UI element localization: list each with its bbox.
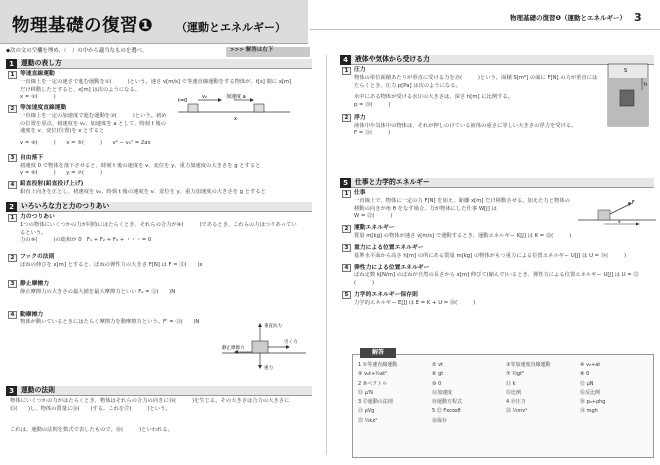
text-line: 鉛直上向きを正とし、初速度を v₀、時刻 t 後の速度を v、変位を y、重力加速度の大きさを g とすると — [20, 189, 266, 196]
work-diagram — [578, 196, 656, 226]
answer-item: ㉖保存 — [432, 417, 448, 424]
answer-item: ㉕ ½kx² — [358, 417, 378, 424]
section-title: 運動の法則 — [21, 385, 55, 394]
subsection-vertical-throw: 4 鉛直投射(鉛直投げ上げ) — [8, 180, 308, 189]
answer-item: ⑩ 0 — [432, 380, 442, 387]
text-line: 水中にある物体が受ける水圧の大きさは、深さ h[m] に比例する。 — [354, 94, 514, 101]
motion-accel-label: 加速度 a — [226, 94, 246, 100]
motion-velocity-label: v₀ — [202, 94, 207, 100]
answer-item: 5 ㉒ Fxcosθ — [432, 408, 461, 415]
force-label: F — [632, 200, 635, 206]
answer-item: ⑮比例 — [506, 389, 522, 396]
checkbox-icon: 3 — [8, 280, 17, 288]
checkbox-icon: 3 — [8, 154, 17, 162]
checkbox-icon: 1 — [8, 214, 17, 222]
section-2-body — [8, 213, 308, 327]
text-line: 一直線上を一定の速さで進む運動を①( )という。速さ v[m/s] で等速直線運動をする物体が、t[s] 間に x[m] だけ移動したとすると、x[m] は次のようになる。 — [20, 79, 292, 93]
normal-force-label: 垂直抗力 — [264, 324, 282, 329]
checkbox-icon: 5 — [342, 291, 351, 299]
subsection-pressure: 1 圧力 — [342, 66, 602, 75]
answer-item: ⑬ μ'N — [358, 389, 373, 396]
section-2-header — [6, 202, 312, 212]
section-number: 2 — [6, 202, 17, 212]
subsection-gravity-pe: 3 重力による位置エネルギー — [342, 244, 654, 253]
text-line: W = ㉒( ) — [354, 213, 393, 220]
section-title: 仕事と力学的エネルギー — [355, 177, 430, 186]
page-number: 3 — [634, 11, 642, 24]
section-title: 運動の表し方 — [21, 58, 62, 67]
section-3-body — [10, 398, 306, 435]
pull-force-label: 引く力 — [284, 340, 298, 345]
text-line: v = ④( ) x = ⑤( ) v² − v₀² = 2ax — [20, 140, 151, 147]
subsection-accel-motion: 2 等加速度直線運動 — [8, 104, 308, 113]
answer-item: ⑤ v₀t+½at² — [358, 371, 388, 378]
checkbox-icon: 2 — [8, 105, 17, 113]
text-line: p = ⑳( ) — [354, 102, 391, 109]
answer-item: ㉓ ½mv² — [506, 408, 528, 415]
answer-item: ㉑ ρVg — [358, 408, 375, 415]
section-number: 5 — [340, 178, 351, 188]
answer-item: ⑳ p₀+ρhg — [580, 399, 606, 405]
answer-item: ⑥ gt — [432, 371, 444, 378]
weight-label: 重力 — [264, 366, 273, 371]
text-line: 液体中や気体中の物体は、それが押しのけている液体の重さに等しい大きさの浮力を受ける。 — [354, 122, 577, 129]
text-line: 初速度 0 で物体を落下させると、時刻 t 後の速度を v、変位を y、重力加速度の大きさを g とすると — [20, 162, 261, 169]
checkbox-icon: 4 — [8, 311, 17, 319]
subsection-elastic-pe: 4 弾性力による位置エネルギー — [342, 263, 654, 272]
subsection-uniform-motion: 1 等速直線運動 — [8, 70, 308, 79]
answer-grid — [358, 362, 650, 425]
answer-item: ② vt — [432, 362, 443, 368]
subsection-kinetic-friction: 4 動摩擦力 — [8, 310, 308, 319]
text-line: 一直線上で、物体に一定の力 F[N] を加え、距離 x[m] だけ移動させる。加えた力と物体の移動の向きが角 θ をなす場合、力が物体にした仕事 W[J] は — [354, 198, 570, 212]
answer-item: 3 ⑰運動の法則 — [358, 399, 393, 405]
subsection-hooke: 2 フックの法則 — [8, 253, 308, 262]
checkbox-icon: 1 — [8, 71, 17, 79]
section-number: 3 — [6, 386, 17, 396]
answer-item: ⑫ μN — [580, 380, 594, 387]
text-line: 質量 m[kg] の物体が速さ v[m/s] で運動するとき、運動エネルギー K[J] は K = ㉓( ) — [354, 233, 572, 240]
answer-item: ㉔ mgh — [580, 408, 598, 415]
instructions: ◆次の文の空欄を埋め、（ ）の中から適当なものを選べ。 — [6, 48, 148, 54]
answer-item: 4 ⑲圧力 — [506, 399, 526, 405]
text-line: 一直線上を一定の加速度で進む運動を③( )という。初めの位置を原点、初速度を v₀、加速度を a として、時刻 t 後の速度を v、変位(位置)を x とすると — [20, 113, 167, 135]
section-3-header — [6, 386, 312, 396]
checkbox-icon: 4 — [8, 181, 17, 189]
liquid-pressure-diagram — [604, 60, 652, 130]
page-title: 物理基礎の復習❶ — [12, 16, 154, 36]
answer-label: 解答 — [360, 348, 396, 358]
area-label: S — [624, 68, 628, 74]
running-title: 物理基礎の復習❶（運動とエネルギー） — [510, 14, 627, 22]
answer-item: ⑦ ½gt² — [506, 371, 525, 378]
subsection-kinetic-energy: 2 運動エネルギー — [342, 224, 654, 233]
checkbox-icon: 4 — [342, 264, 351, 272]
friction-diagram — [222, 321, 306, 371]
text-line: これは、運動の法則を数式で表したもので、⑱( )といわれる。 — [10, 427, 173, 434]
text-line: 静止摩擦力の大きさの最大値を最大摩擦力といい F₀ = ⑫( )N — [20, 288, 176, 295]
text-line: 力学的エネルギー E[J] は E = K + U = ㉖( ) — [354, 299, 476, 306]
section-title: 液体や気体から受ける力 — [355, 54, 430, 63]
depth-label: h — [644, 82, 648, 88]
answer-item: ⑪ k — [506, 380, 516, 387]
checkbox-icon: 2 — [342, 225, 351, 233]
text-line: v = ⑥( ) y = ⑦( ) — [20, 170, 103, 177]
text-line: F = ㉑( ) — [354, 130, 391, 137]
answer-item: 2 ⑨ベクトル — [358, 380, 388, 387]
subsection-free-fall: 3 自由落下 — [8, 154, 308, 163]
text-line: 力の⑨( )の総和が 0 F₁ + F₂ + F₃ + ・・・= 0 — [20, 237, 152, 244]
section-5-header — [340, 178, 654, 188]
section-4-body — [342, 66, 602, 138]
text-line: x = ②( ) — [20, 94, 56, 101]
text-line: 物体の単位面積あたりが垂直に受ける力を⑲( )という。面積 S[m²] の面に F[N] の力が垂直にはたらくとき、圧力 p[Pa] は次のようになる。 — [354, 75, 598, 89]
answer-item: ⑧ 0 — [580, 371, 590, 378]
answer-item: ④ v₀+at — [580, 362, 601, 368]
checkbox-icon: 1 — [342, 67, 351, 75]
checkbox-icon: 1 — [342, 190, 351, 198]
text-line: 基準水平面から高さ h[m] の所にある質量 m[kg] の物体がもつ重力による位置エネルギー U[J] は U = ㉔( ) — [354, 252, 627, 259]
section-1-header — [6, 59, 312, 69]
column-divider — [326, 55, 327, 455]
answer-item: ③等加速度直線運動 — [506, 362, 551, 368]
section-1-body — [8, 70, 308, 197]
subsection-buoyancy: 2 浮力 — [342, 114, 602, 123]
answer-item: ⑯反比例 — [580, 389, 601, 396]
subsection-force-balance: 1 力のつりあい — [8, 213, 308, 222]
text-line: 1つの物体にいくつかの力が同時にはたらくとき、それらの合力が⑧( )であるとき、これらの力はつりあっているという。 — [20, 222, 297, 236]
section-number: 4 — [340, 55, 351, 65]
answer-item: ⑭加速度 — [432, 389, 453, 396]
subsection-energy-conservation: 5 力学的エネルギー保存則 — [342, 291, 654, 300]
motion-diagram — [174, 92, 294, 122]
subsection-work: 1 仕事 — [342, 189, 654, 198]
section-title: いろいろな力と力のつりあい — [21, 201, 110, 210]
motion-time-label: t=0 — [178, 98, 188, 104]
motion-position-label: x — [234, 116, 237, 122]
text-line: 物体にいくつかの力がはたらくとき、物体はそれらの合力の向きに⑭( )を生じる。その大きさは合力の大きさに⑮( )し、物体の質量に⑯( )する。これを⑰( )という。 — [10, 398, 290, 412]
distance-label: x — [618, 220, 621, 225]
page-subtitle: （運動とエネルギー） — [176, 21, 286, 34]
text-line: ばね定数 k[N/m] のばねが自然の長さから x[m] 伸びて(縮んで)いるとき、弾性力による位置エネルギー U[J] は U = ㉕( ) — [354, 272, 639, 287]
checkbox-icon: 2 — [8, 254, 17, 262]
text-line: 物体が動いているときにはたらく摩擦力を動摩擦力という。F' = ⑬( )N — [20, 319, 200, 326]
friction-label: 静止摩擦力 — [222, 346, 245, 351]
answer-item: ⑱運動方程式 — [432, 399, 463, 405]
section-number: 1 — [6, 59, 17, 69]
subsection-static-friction: 3 静止摩擦力 — [8, 280, 308, 289]
checkbox-icon: 2 — [342, 114, 351, 122]
answer-hint-band: >>> 解答は右下 — [226, 47, 310, 57]
checkbox-icon: 3 — [342, 244, 351, 252]
answer-item: 1 ①等速直線運動 — [358, 362, 398, 368]
text-line: ばねの伸びを x[m] とすると、ばねの弾性力の大きさ F[N] は F = ⑪( )x — [20, 262, 203, 269]
